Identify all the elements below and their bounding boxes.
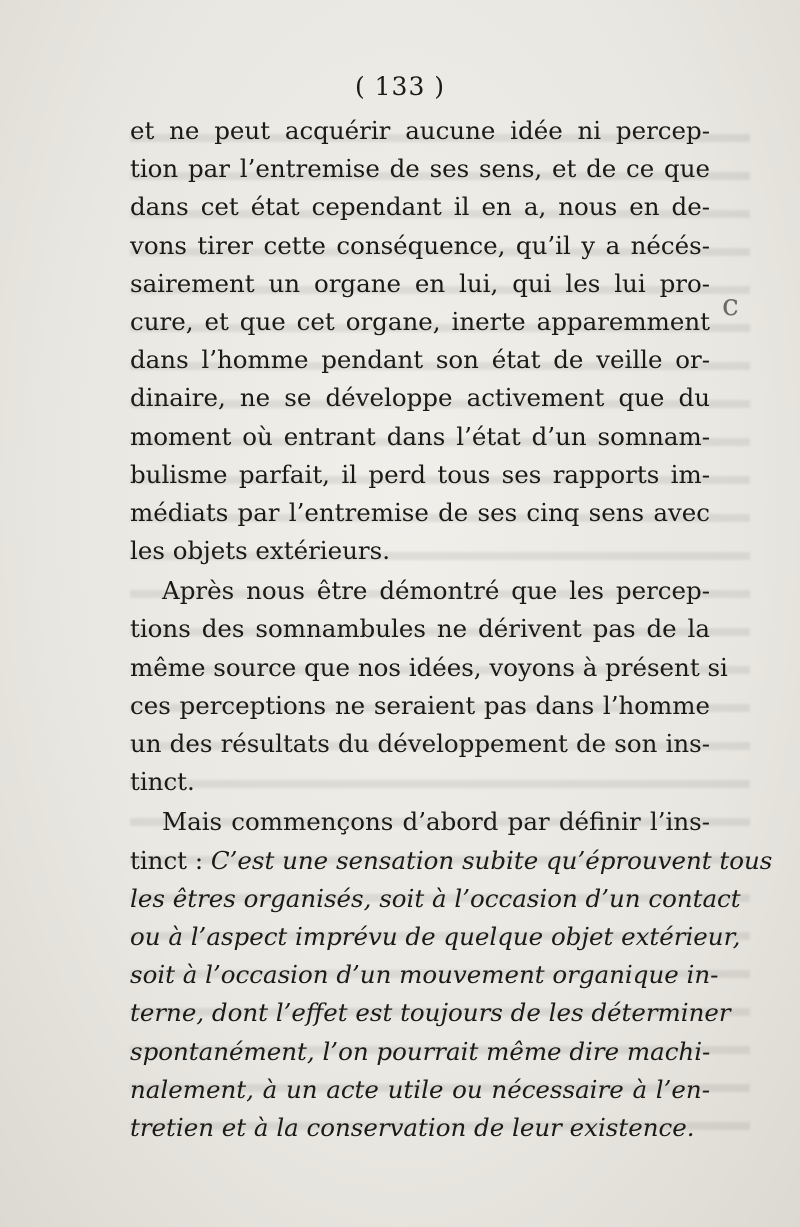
text-line: tions des somnambules ne dérivent pas de la bbox=[130, 614, 710, 644]
italic-line: terne, dont l’effet est toujours de les déterminer bbox=[130, 998, 731, 1028]
text-line: cure, et que cet organe, inerte apparemment bbox=[130, 306, 710, 336]
text-line: tinct. bbox=[130, 767, 195, 797]
paragraph-3 bbox=[130, 803, 773, 1147]
paragraph-2 bbox=[130, 572, 728, 801]
body-text bbox=[130, 112, 773, 1147]
italic-line: nalement, à un acte utile ou nécessaire à l’en- bbox=[130, 1074, 710, 1104]
text-line: médiats par l’entremise de ses cinq sens avec bbox=[130, 497, 710, 527]
italic-line: soit à l’occasion d’un mouvement organique in- bbox=[130, 960, 719, 990]
text-line: les objets extérieurs. bbox=[130, 536, 390, 566]
definition-term: tinct : bbox=[130, 845, 211, 875]
page-number: ( 133 ) bbox=[354, 72, 446, 101]
italic-line: tretien et à la conservation de leur existence. bbox=[130, 1112, 695, 1142]
paragraph-1 bbox=[130, 112, 710, 570]
italic-line: ou à l’aspect imprévu de quelque objet extérieur, bbox=[130, 921, 741, 951]
text-line: et ne peut acquérir aucune idée ni percep- bbox=[130, 116, 710, 145]
margin-pencil-mark: c bbox=[722, 288, 739, 323]
text-line: dans l’homme pendant son état de veille or- bbox=[130, 345, 710, 375]
text-line: moment où entrant dans l’état d’un somnam- bbox=[130, 421, 710, 451]
text-line: Mais commençons d’abord par définir l’ins- bbox=[162, 807, 710, 837]
text-line: sairement un organe en lui, qui les lui pro- bbox=[130, 268, 710, 298]
text-line: bulisme parfait, il perd tous ses rapports im- bbox=[130, 459, 710, 489]
definition-italic: C’est une sensation subite qu’éprouvent tous bbox=[210, 845, 773, 875]
text-line: un des résultats du développement de son ins- bbox=[130, 729, 710, 758]
text-line: Après nous être démontré que les percep- bbox=[162, 576, 710, 606]
text-line: ces perceptions ne seraient pas dans l’homme bbox=[130, 690, 710, 720]
text-line: tion par l’entremise de ses sens, et de ce que bbox=[130, 154, 710, 184]
text-line: vons tirer cette conséquence, qu’il y a nécés- bbox=[130, 230, 710, 260]
text-line: dinaire, ne se développe activement que du bbox=[130, 383, 710, 413]
text-line-mixed bbox=[130, 842, 773, 880]
text-line: même source que nos idées, voyons à présent si bbox=[130, 652, 728, 682]
italic-line: spontanément, l’on pourrait même dire machi- bbox=[130, 1036, 711, 1066]
italic-line: les êtres organisés, soit à l’occasion d’un contact bbox=[130, 883, 741, 913]
text-line: dans cet état cependant il en a, nous en de- bbox=[130, 192, 710, 222]
